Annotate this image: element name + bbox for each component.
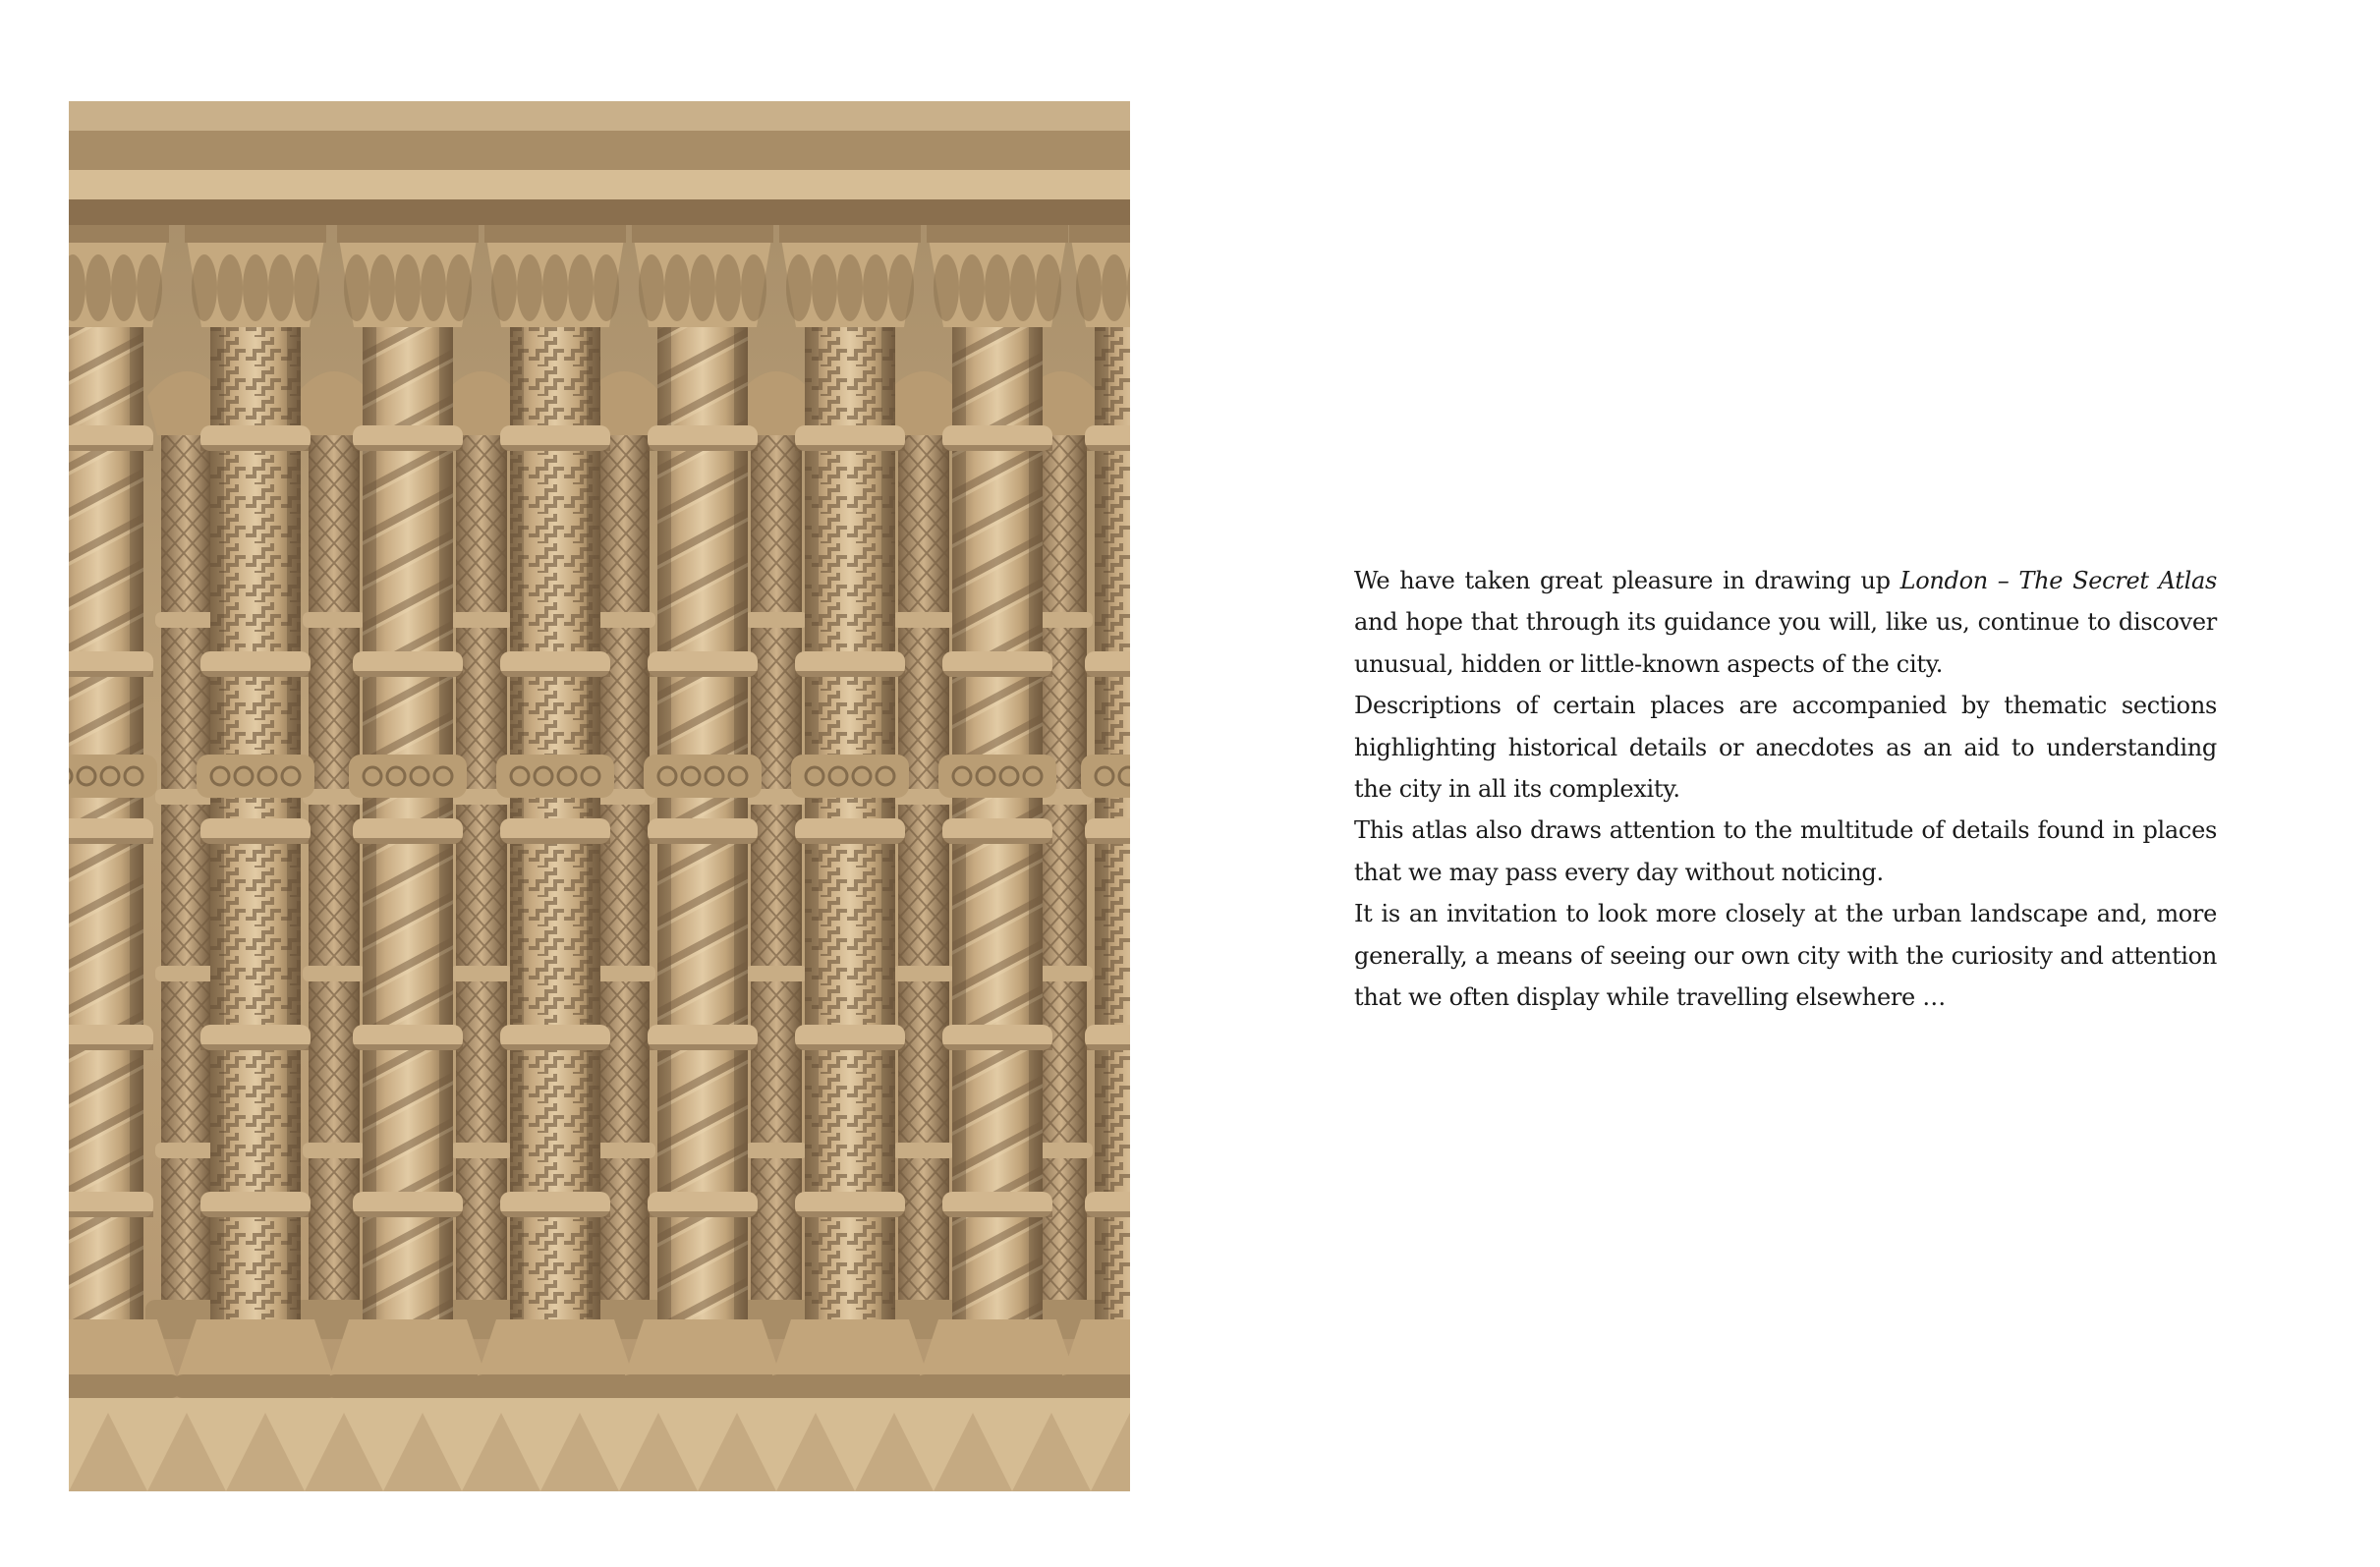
paragraph-2: Descriptions of certain places are accompanied by thematic sections highlighting historical details or anecdotes as an aid to understanding the city in all its complexity. xyxy=(1354,692,2217,804)
paragraph-1 xyxy=(1354,560,2217,685)
paragraph-1-start: We have taken great pleasure in drawing up xyxy=(1354,567,1900,594)
paragraph-3: This atlas also draws attention to the multitude of details found in places that we may pass every day without noticing. xyxy=(1354,816,2217,886)
paragraph-1-end: and hope that through its guidance you will, like us, continue to discover unusual, hidden or little-known aspects of the city. xyxy=(1354,608,2217,678)
book-title: London – The Secret Atlas xyxy=(1899,567,2217,594)
columns-photograph xyxy=(69,101,1130,1491)
introduction-text xyxy=(1354,560,2217,1018)
columns-illustration xyxy=(69,101,1130,1491)
paragraph-4: It is an invitation to look more closely at the urban landscape and, more generally, a means of seeing our own city with the curiosity and attention that we often display while travelling elsewhere … xyxy=(1354,900,2217,1012)
